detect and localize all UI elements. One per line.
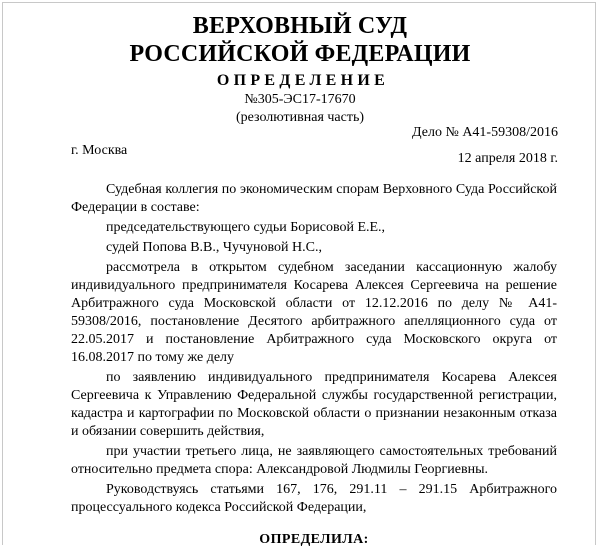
- case-number: Дело № А41-59308/2016: [412, 125, 558, 140]
- paragraph-presiding-judge: председательствующего судьи Борисовой Е.Е.,: [106, 220, 386, 235]
- paragraph-third-party: при участии третьего лица, не заявляющего самостоятельных требований относительно предмета спора: Александровой Людмилы Георгиевны.: [71, 444, 557, 477]
- paragraph-composition: Судебная коллегия по экономическим спорам Верховного Суда Российской Федерации в составе:: [71, 182, 557, 215]
- document-date: 12 апреля 2018 г.: [457, 151, 558, 166]
- decided-heading: ОПРЕДЕЛИЛА:: [259, 532, 369, 547]
- document-type: ОПРЕДЕЛЕНИЕ: [216, 72, 390, 89]
- court-name-line1: ВЕРХОВНЫЙ СУД: [192, 13, 408, 39]
- paragraph-application: по заявлению индивидуального предпринимателя Косарева Алексея Сергеевича к Управлению Федеральной службы государственной регистрации, кадастра и картографии по Московской области о признании незаконным отказа и обязании совершить действия,: [71, 370, 557, 439]
- paragraph-considered: рассмотрела в открытом судебном заседании кассационную жалобу индивидуального предпринимателя Косарева Алексея Сергеевича на решение Арбитражного суда Московской области от 12.12.2016 по делу № А41-59308/2016, постановление Десятого арбитражного апелляционного суда от 22.05.2017 и постановление Арбитражного суда Московского округа от 16.08.2017 по тому же делу: [71, 260, 557, 365]
- paragraph-guided-by: Руководствуясь статьями 167, 176, 291.11 – 291.15 Арбитражного процессуального кодекса Российской Федерации,: [71, 482, 557, 515]
- document-number: №305-ЭС17-17670: [244, 92, 356, 107]
- paragraph-judges: судей Попова В.В., Чучуновой Н.С.,: [106, 240, 322, 255]
- court-name-line2: РОССИЙСКОЙ ФЕДЕРАЦИИ: [129, 41, 471, 67]
- document-part: (резолютивная часть): [235, 110, 365, 125]
- city: г. Москва: [71, 143, 128, 158]
- document-body: [71, 181, 557, 551]
